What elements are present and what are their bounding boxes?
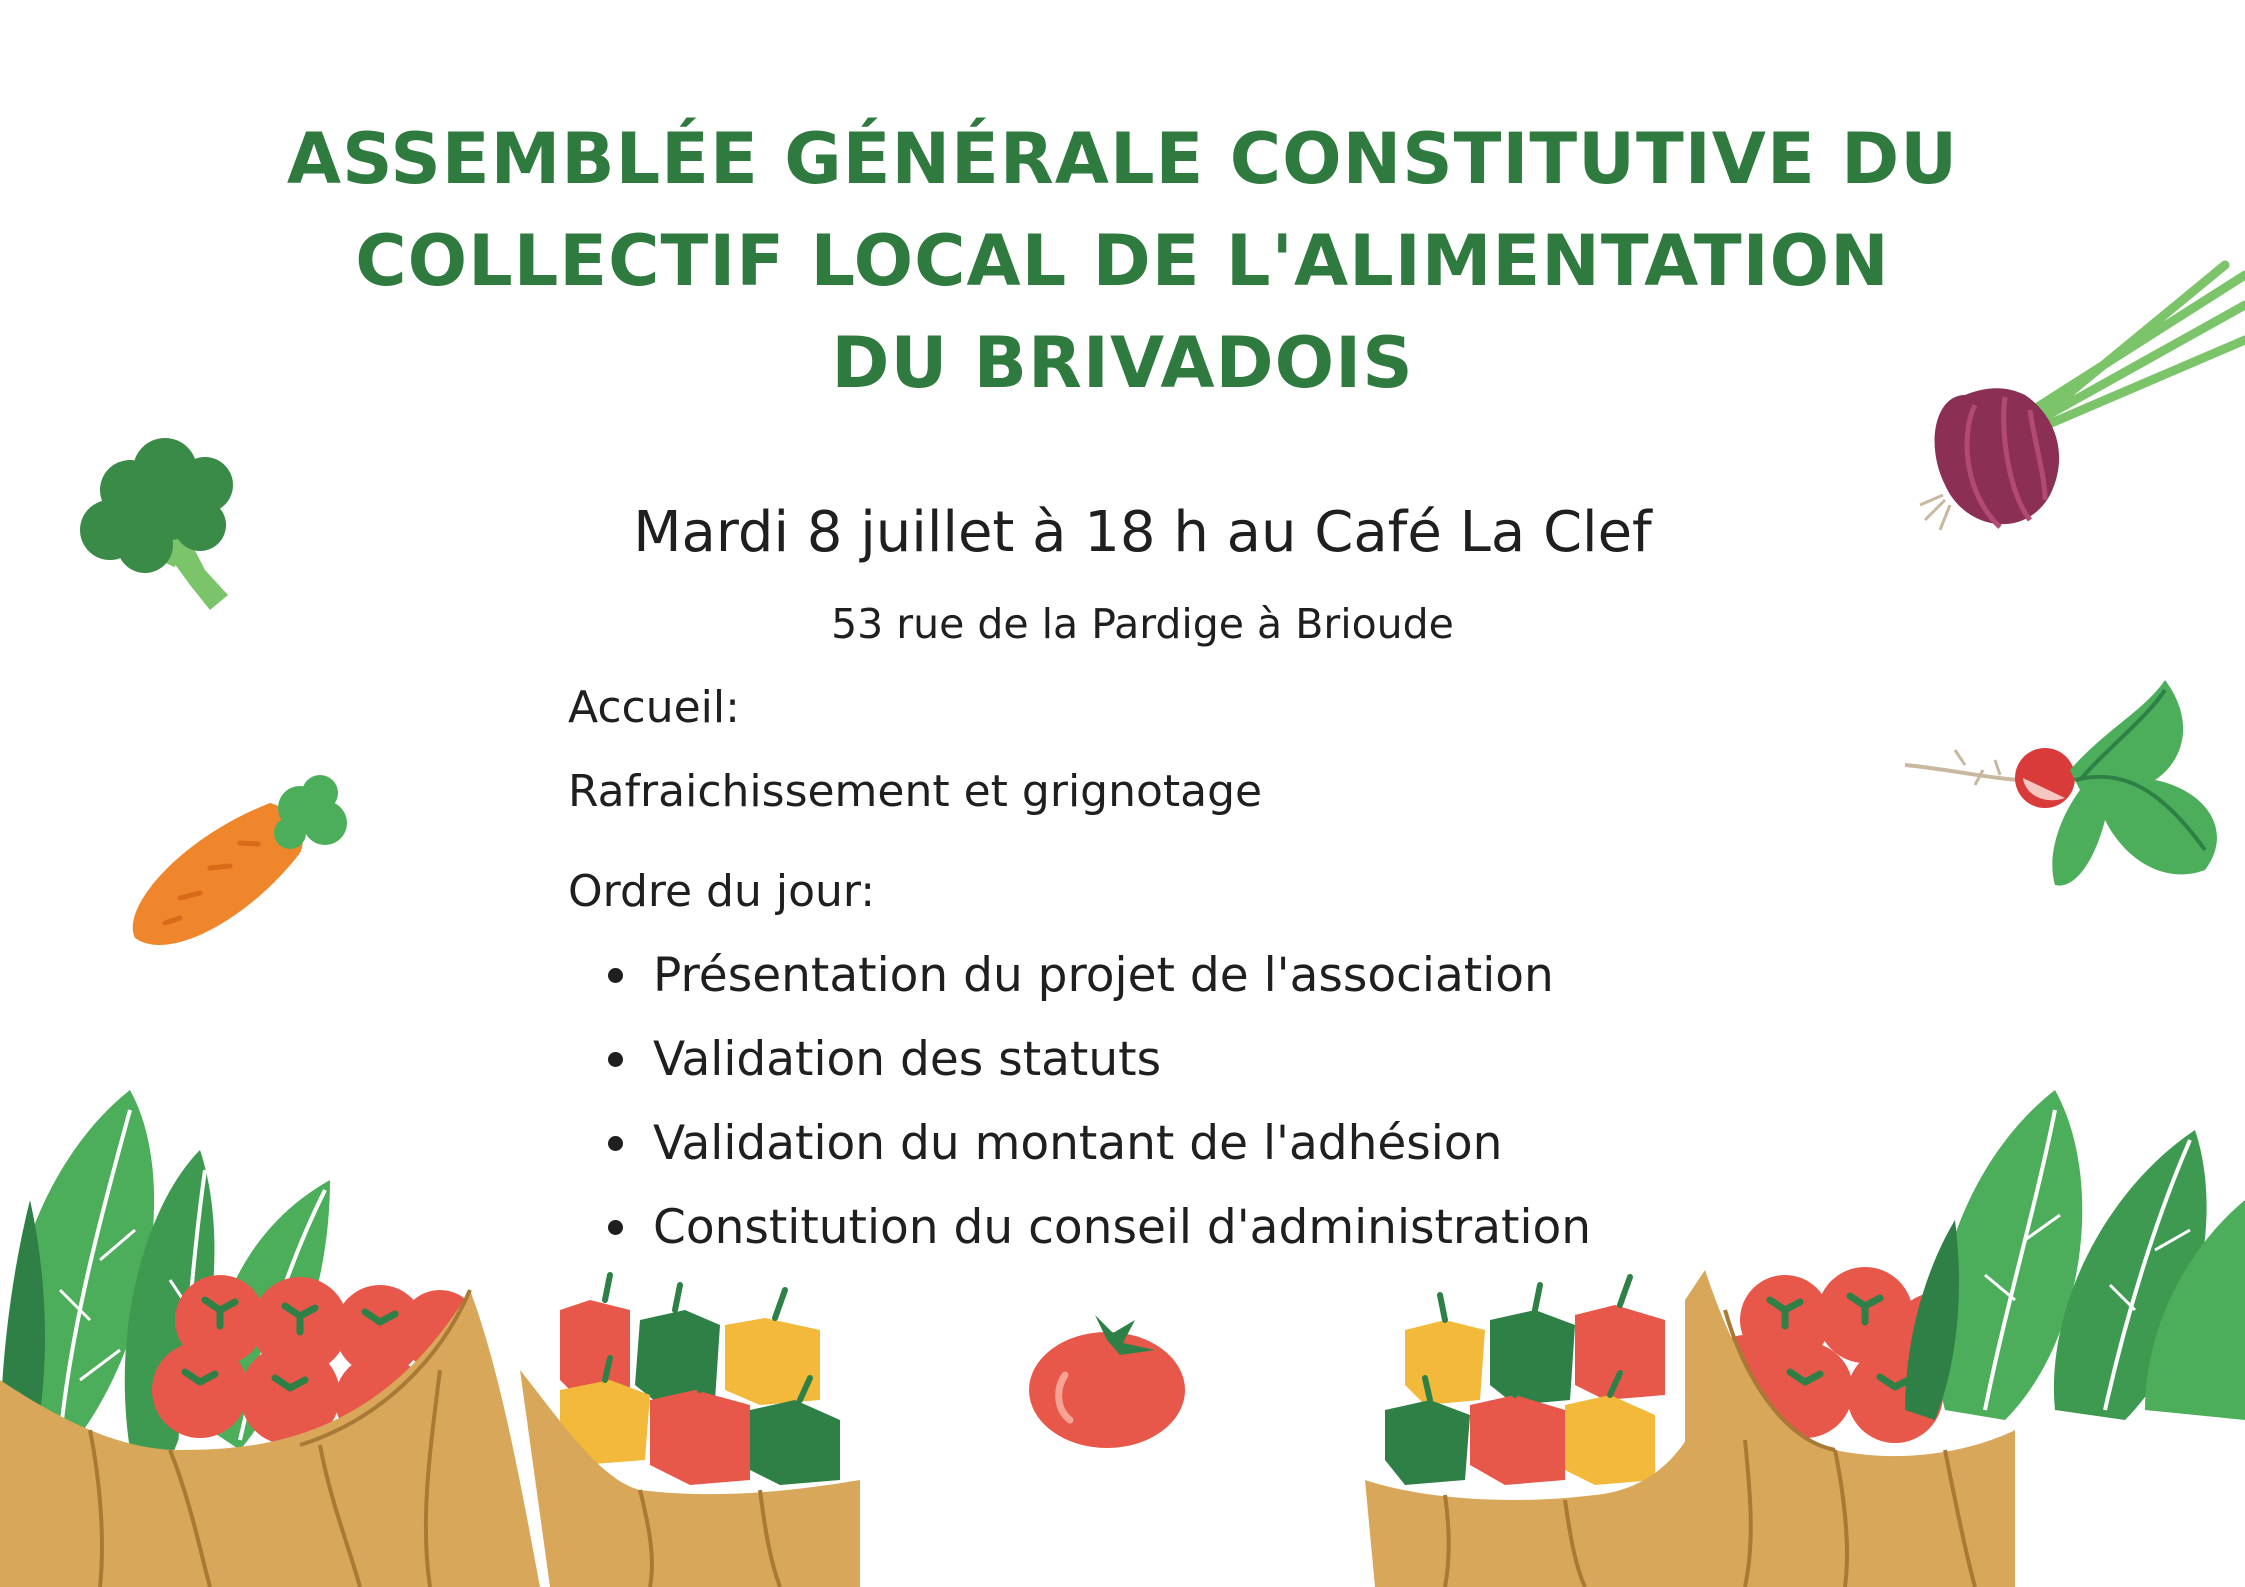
event-date-place: Mardi 8 juillet à 18 h au Café La Clef — [633, 500, 1652, 565]
agenda-label: Ordre du jour: — [568, 866, 876, 917]
grocery-bag-icon — [0, 1250, 560, 1587]
bullet-icon — [608, 1220, 623, 1235]
bullet-icon — [608, 1052, 623, 1067]
page-title — [200, 108, 2045, 414]
agenda-list — [608, 944, 1591, 1280]
broccoli-icon — [70, 435, 250, 620]
title-line-2: COLLECTIF LOCAL DE L'ALIMENTATION — [355, 220, 1890, 302]
bullet-icon — [608, 968, 623, 983]
spinach-leaves-icon — [1905, 1070, 2245, 1430]
list-item — [608, 1196, 1591, 1280]
welcome-label: Accueil: — [568, 682, 740, 733]
list-item — [608, 1112, 1591, 1196]
tomato-icon — [1025, 1305, 1190, 1450]
radish-icon — [1905, 670, 2245, 900]
agenda-item-text: Présentation du projet de l'association — [653, 948, 1554, 1003]
title-line-1: ASSEMBLÉE GÉNÉRALE CONSTITUTIVE DU — [286, 118, 1959, 200]
agenda-item-text: Constitution du conseil d'administration — [653, 1200, 1592, 1255]
event-address: 53 rue de la Pardige à Brioude — [831, 600, 1454, 648]
title-line-3: DU BRIVADOIS — [831, 322, 1414, 404]
grocery-bag-icon — [520, 1280, 860, 1587]
bullet-icon — [608, 1136, 623, 1151]
carrot-icon — [120, 778, 360, 953]
list-item — [608, 1028, 1591, 1112]
welcome-text: Rafraichissement et grignotage — [568, 766, 1263, 817]
agenda-item-text: Validation des statuts — [653, 1032, 1162, 1087]
list-item — [608, 944, 1591, 1028]
grocery-bag-icon — [1365, 1280, 1705, 1587]
agenda-item-text: Validation du montant de l'adhésion — [653, 1116, 1503, 1171]
onion-icon — [1905, 265, 2245, 565]
